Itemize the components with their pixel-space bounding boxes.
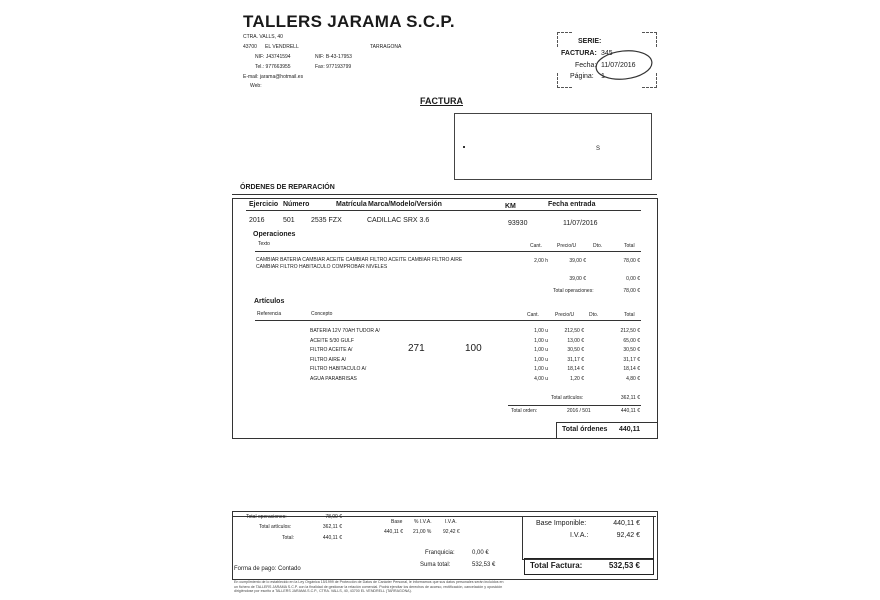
articulos-header-rule bbox=[255, 320, 641, 321]
legal-line-1: En cumplimiento de lo establecido en la Ley Orgánica 15/1999 de Protección de Datos de Carácter Personal, le informamos que sus datos personales serán incluidos en bbox=[234, 580, 504, 584]
hdr-marca: Marca/Modelo/Versión bbox=[368, 201, 442, 208]
operacion-row-1-precio: 39,00 € bbox=[569, 258, 586, 264]
invoice-factura-label: FACTURA: bbox=[561, 50, 597, 57]
company-tel: Tel.: 977663955 bbox=[255, 64, 291, 70]
articulo-total: 4,80 € bbox=[626, 376, 640, 382]
summary-total-operaciones-value: 78,00 € bbox=[325, 514, 342, 520]
articulos-hdr-precio: Precio/U bbox=[555, 312, 575, 318]
invoice-fecha: 11/07/2016 bbox=[601, 62, 636, 69]
summary-suma-total-label: Suma total: bbox=[420, 562, 451, 568]
articulo-cant: 1,00 u bbox=[534, 328, 548, 334]
hdr-numero: Número bbox=[283, 201, 310, 208]
articulo-concepto: AGUA PARABRISAS bbox=[310, 376, 357, 382]
order-km: 93930 bbox=[508, 220, 528, 227]
summary-franquicia-value: 0,00 € bbox=[472, 550, 489, 556]
invoice-pagina: 1 bbox=[601, 73, 605, 80]
legal-line-3: dirigiéndose por escrito a TALLERS JARAMA S.C.P., CTRA. VALLS, 40, 43700 EL VENDRELL (TARRAGONA). bbox=[234, 589, 412, 593]
client-box-text: S bbox=[596, 146, 601, 152]
summary-base-header: Base bbox=[391, 519, 403, 525]
summary-iva-value: 92,42 € bbox=[443, 529, 460, 535]
articulos-hdr-dto: Dto. bbox=[589, 312, 599, 318]
operaciones-line-2: CAMBIAR FILTRO HABITACULO COMPROBAR NIVELES bbox=[256, 264, 388, 270]
legal-notice bbox=[234, 580, 654, 594]
articulo-total: 30,50 € bbox=[623, 347, 640, 353]
summary-pct-iva-value: 21,00 % bbox=[413, 529, 432, 535]
order-numero: 501 bbox=[283, 217, 295, 224]
hdr-matricula: Matrícula bbox=[336, 201, 367, 208]
summary-iva-header: I.V.A. bbox=[445, 519, 457, 525]
articulo-concepto: FILTRO ACEITE A/ bbox=[310, 347, 353, 353]
operaciones-hdr-cant: Cant. bbox=[530, 243, 542, 249]
summary-total-articulos-value: 362,11 € bbox=[322, 524, 342, 530]
operaciones-hdr-dto: Dto. bbox=[593, 243, 603, 249]
summary-total-label: Total: bbox=[282, 535, 294, 541]
summary-suma-total-value: 532,53 € bbox=[472, 562, 496, 568]
articulo-concepto: BATERIA 12V 70AH TUDOR A/ bbox=[310, 328, 380, 334]
operaciones-header-rule bbox=[255, 251, 641, 252]
articulo-precio: 13,00 € bbox=[567, 338, 584, 344]
invoice-factura-number: 345 bbox=[601, 50, 613, 57]
articulo-precio: 31,17 € bbox=[567, 357, 584, 363]
articulos-hdr-concepto: Concepto bbox=[311, 311, 333, 317]
hdr-fecha-entrada: Fecha entrada bbox=[548, 201, 596, 208]
hdr-km: KM bbox=[505, 203, 516, 210]
articulo-precio: 18,14 € bbox=[567, 366, 584, 372]
total-orden-rule bbox=[508, 405, 641, 406]
operaciones-line-1: CAMBIAR BATERIA CAMBIAR ACEITE CAMBIAR FILTRO ACEITE CAMBIAR FILTRO AIRE bbox=[256, 257, 463, 263]
summary-total-operaciones-label: Total operaciones: bbox=[246, 514, 287, 520]
order-header-rule bbox=[246, 210, 641, 211]
operaciones-total-value: 78,00 € bbox=[623, 288, 640, 294]
articulos-total-label: Total artículos: bbox=[551, 395, 584, 401]
hdr-ejercicio: Ejercicio bbox=[249, 201, 279, 208]
total-orden-ref: 2016 / 501 bbox=[567, 408, 591, 414]
operacion-row-2-precio: 39,00 € bbox=[569, 276, 586, 282]
articulo-ref-b: 100 bbox=[465, 343, 482, 354]
order-fecha: 11/07/2016 bbox=[563, 220, 598, 227]
articulos-hdr-total: Total bbox=[624, 312, 635, 318]
operacion-row-1-total: 78,00 € bbox=[623, 258, 640, 264]
company-nif: NIF: J43741594 bbox=[255, 54, 291, 60]
doc-title: FACTURA bbox=[420, 96, 463, 106]
summary-franquicia-label: Franquicia: bbox=[425, 550, 455, 556]
date-circle-mark bbox=[593, 44, 655, 82]
order-ejercicio: 2016 bbox=[249, 217, 265, 224]
articulos-hdr-cant: Cant. bbox=[527, 312, 539, 318]
company-postal: 43700 bbox=[243, 44, 257, 50]
invoice-pagina-label: Página: bbox=[570, 73, 594, 80]
articulo-total: 31,17 € bbox=[623, 357, 640, 363]
company-nif2: NIF: B-43-17953 bbox=[315, 54, 352, 60]
company-name: TALLERS JARAMA S.C.P. bbox=[243, 12, 455, 31]
articulo-cant: 1,00 u bbox=[534, 366, 548, 372]
total-ordenes-label: Total órdenes bbox=[562, 426, 608, 433]
invoice-fecha-label: Fecha: bbox=[575, 62, 597, 69]
order-matricula: 2535 FZX bbox=[311, 217, 342, 224]
summary-base-value: 440,11 € bbox=[384, 529, 404, 535]
articulo-total: 18,14 € bbox=[623, 366, 640, 372]
summary-total-articulos-label: Total artículos: bbox=[259, 524, 292, 530]
articulo-concepto: FILTRO HABITACULO A/ bbox=[310, 366, 367, 372]
total-orden-label: Total orden: bbox=[511, 408, 538, 414]
operaciones-hdr-total: Total bbox=[624, 243, 635, 249]
company-web: Web: bbox=[250, 83, 262, 89]
invoice-serie-label: SERIE: bbox=[578, 38, 602, 45]
articulo-cant: 1,00 u bbox=[534, 357, 548, 363]
summary-forma-pago: Forma de pago: Contado bbox=[234, 566, 301, 572]
articulo-ref-a: 271 bbox=[408, 343, 425, 354]
orders-title: ÓRDENES DE REPARACIÓN bbox=[240, 184, 335, 191]
operaciones-title: Operaciones bbox=[253, 231, 296, 238]
orders-top-rule bbox=[232, 194, 657, 195]
articulo-concepto: FILTRO AIRE A/ bbox=[310, 357, 347, 363]
company-email: E-mail: jarama@hotmail.es bbox=[243, 74, 304, 80]
operaciones-total-label: Total operaciones: bbox=[553, 288, 594, 294]
total-orden-value: 440,11 € bbox=[620, 408, 640, 414]
operacion-row-1-cant: 2,00 h bbox=[534, 258, 548, 264]
operaciones-hdr-precio: Precio/U bbox=[557, 243, 577, 249]
articulos-title: Artículos bbox=[254, 298, 285, 305]
company-city: EL VENDRELL bbox=[265, 44, 299, 50]
articulo-precio: 212,50 € bbox=[564, 328, 584, 334]
client-box bbox=[454, 113, 652, 180]
articulo-precio: 1,20 € bbox=[570, 376, 584, 382]
orders-frame bbox=[232, 198, 658, 439]
total-factura-label: Total Factura: bbox=[530, 561, 583, 570]
operacion-row-2-total: 0,00 € bbox=[626, 276, 640, 282]
iva-value: 92,42 € bbox=[616, 532, 640, 539]
order-marca: CADILLAC SRX 3.6 bbox=[367, 217, 430, 224]
company-province: TARRAGONA bbox=[370, 44, 402, 50]
summary-total-value: 440,11 € bbox=[322, 535, 342, 541]
articulo-cant: 4,00 u bbox=[534, 376, 548, 382]
articulos-total-value: 362,11 € bbox=[620, 395, 640, 401]
articulo-precio: 30,50 € bbox=[567, 347, 584, 353]
client-box-mark bbox=[463, 146, 465, 148]
articulo-cant: 1,00 u bbox=[534, 338, 548, 344]
company-fax: Fax: 977193799 bbox=[315, 64, 352, 70]
base-imponible-label: Base Imponible: bbox=[536, 520, 587, 527]
articulo-total: 65,00 € bbox=[623, 338, 640, 344]
operaciones-texto-label: Texto bbox=[258, 241, 270, 247]
summary-pct-iva-header: % I.V.A. bbox=[414, 519, 432, 525]
articulo-concepto: ACEITE 5/30 GULF bbox=[310, 338, 354, 344]
total-factura-value: 532,53 € bbox=[608, 561, 640, 570]
legal-line-2: un fichero de TALLERS JARAMA S.C.P. con la finalidad de gestionar la relación comercial. Podrá ejercitar los derechos de acceso, rectificación, cancelación y oposición bbox=[234, 584, 503, 589]
iva-label: I.V.A.: bbox=[570, 532, 589, 539]
articulo-cant: 1,00 u bbox=[534, 347, 548, 353]
base-imponible-value: 440,11 € bbox=[613, 520, 640, 527]
articulos-hdr-referencia: Referencia bbox=[257, 311, 282, 317]
total-ordenes-value: 440,11 bbox=[618, 426, 640, 433]
articulo-total: 212,50 € bbox=[620, 328, 640, 334]
company-address: CTRA. VALLS, 40 bbox=[243, 34, 283, 40]
